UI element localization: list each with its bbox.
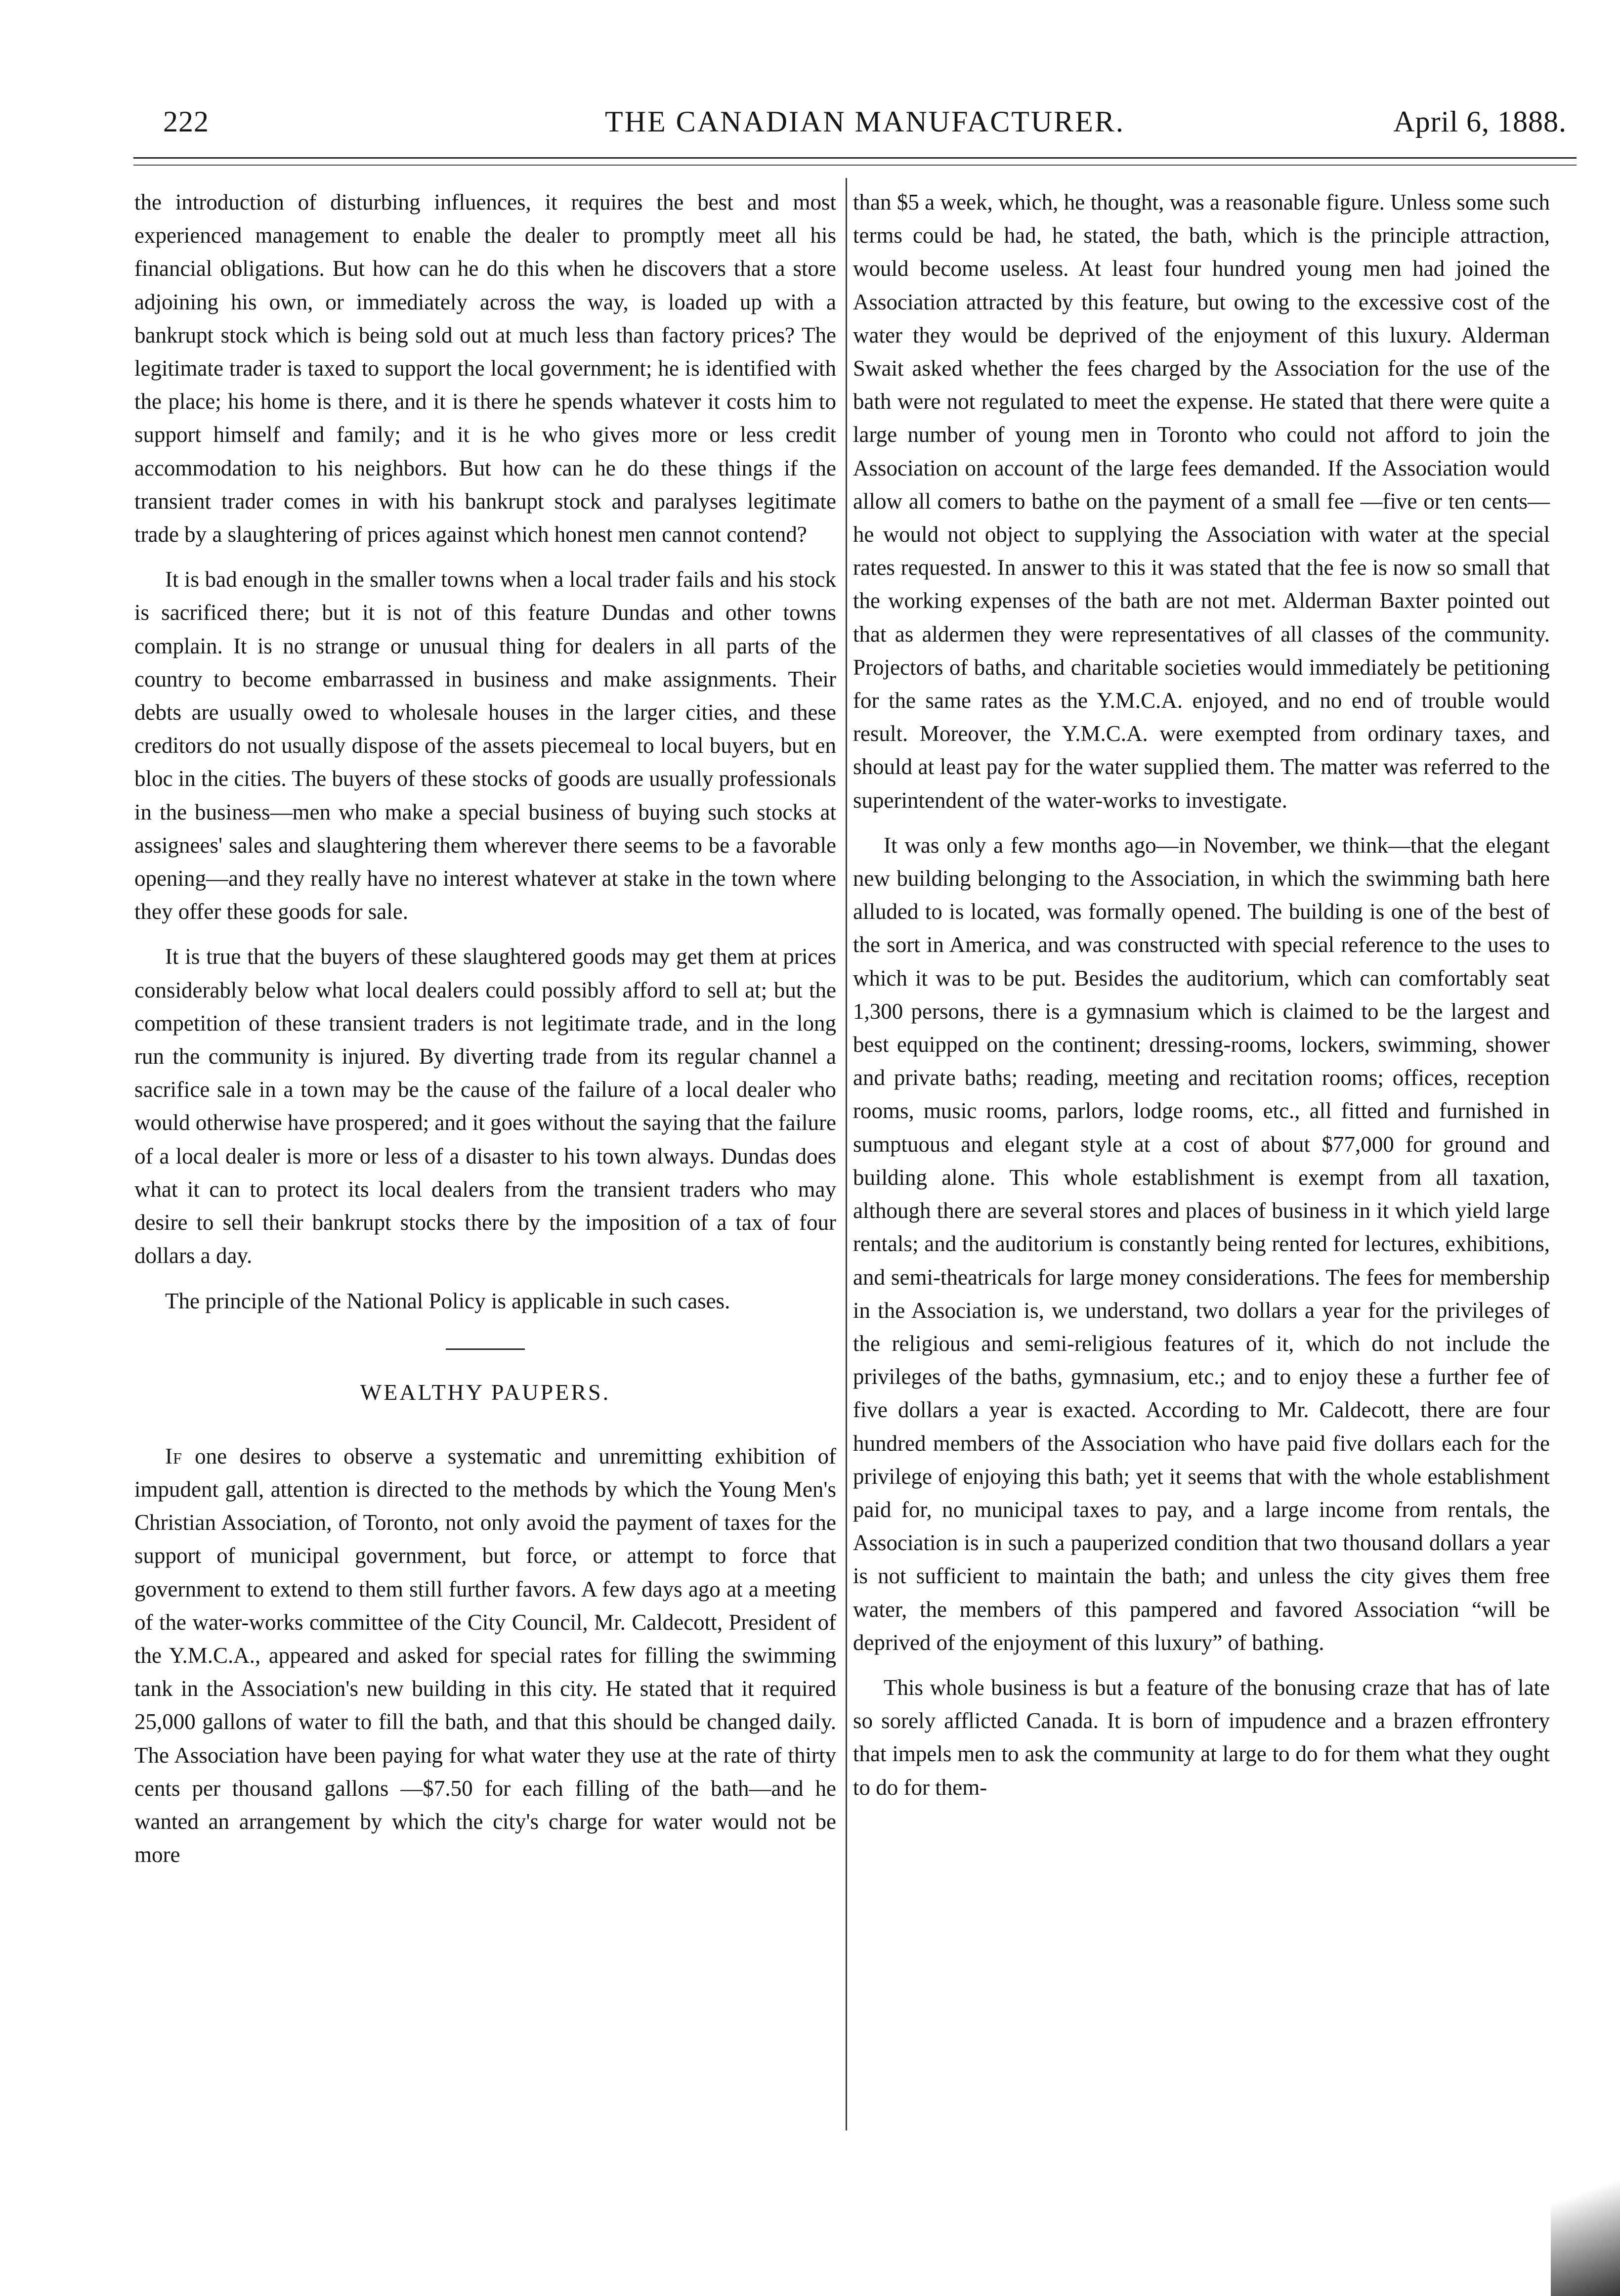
paragraph: than $5 a week, which, he thought, was a reasonable figure. Unless some such terms could be had, he stated, the bath, which is the principle attraction, would become useless. At least four hundred young men had joined the Association attracted by this feature, but owing to the excessive cost of the water they would be deprived of the enjoyment of this luxury. Alderman Swait asked whether the fees charged by the Association for the use of the bath were not regulated to meet the expense. He stated that there were quite a large number of young men in Toronto who could not afford to join the Association on account of the large fees demanded. If the Association would allow all comers to bathe on the payment of a small fee —five or ten cents—he would not object to supplying the Association with water at the special rates requested. In answer to this it was stated that the fee is now so small that the working expenses of the bath are not met. Alderman Baxter pointed out that as aldermen they were representatives of all classes of the community. Projectors of baths, and charitable societies would immediately be petitioning for the same rates as the Y.M.C.A. enjoyed, and no end of trouble would result. Moreover, the Y.M.C.A. were exempted from ordinary taxes, and should at least pay for the water supplied them. The matter was referred to the superintendent of the water-works to investigate. [853, 190, 1550, 813]
page-curl-shadow [1551, 2125, 1620, 2296]
article-lead-word: If [165, 1443, 182, 1469]
paragraph: It was only a few months ago—in November, we think—that the elegant new building belonging to the Association, in which the swimming bath here alluded to is located, was formally opened. The building is one of the best of the sort in America, and was constructed with special reference to the uses to which it was to be put. Besides the auditorium, which can comfortably seat 1,300 persons, there is a gymnasium which is claimed to be the largest and best equipped on the continent; dressing-rooms, lockers, swimming, shower and private baths; reading, meeting and recitation rooms; offices, reception rooms, music rooms, parlors, lodge rooms, etc., all fitted and furnished in sumptuous and elegant style at a cost of about $77,000 for ground and building alone. This whole establishment is exempt from all taxation, although there are several stores and places of business in it which yield large rentals; and the auditorium is constantly being rented for lectures, exhibitions, and semi-theatricals for large money considerations. The fees for membership in the Association is, we understand, two dollars a year for the privileges of the religious and semi-religious features of it, which do not include the privileges of the baths, gymnasium, etc.; and to enjoy these a further fee of five dollars a year is exacted. According to Mr. Caldecott, there are four hundred members of the Association who have paid five dollars each for the privilege of enjoying this bath; yet it seems that with the whole establishment paid for, no municipal taxes to pay, and a large income from rentals, the Association is in such a pauperized condition that two thousand dollars a year is not sufficient to maintain the bath; and unless the city gives them free water, the members of this pampered and favored Association “will be deprived of the enjoyment of this luxury” of bathing. [853, 832, 1550, 1655]
header-rule [133, 157, 1577, 166]
column-divider [846, 178, 847, 2130]
left-column [134, 186, 836, 1871]
section-divider [446, 1348, 525, 1350]
paragraph: the introduction of disturbing influences, it requires the best and most experienced management to enable the dealer to promptly meet all his financial obligations. But how can he do this when he discovers that a store adjoining his own, or immediately across the way, is loaded up with a bankrupt stock which is being sold out at much less than factory prices? The legitimate trader is taxed to support the local government; he is identified with the place; his home is there, and it is there he spends whatever it costs him to support himself and family; and it is he who gives more or less credit accommodation to his neighbors. But how can he do these things if the transient trader comes in with his bankrupt stock and paralyses legitimate trade by a slaughtering of prices against which honest men cannot contend? [134, 190, 836, 547]
paragraph: The principle of the National Policy is applicable in such cases. [165, 1288, 730, 1313]
right-column [853, 186, 1550, 1804]
paragraph: It is bad enough in the smaller towns when a local trader fails and his stock is sacrificed there; but it is not of this feature Dundas and other towns complain. It is no strange or unusual thing for dealers in all parts of the country to become embarrassed in business and make assignments. Their debts are usually owed to wholesale houses in the larger cities, and these creditors do not usually dispose of the assets piecemeal to local buyers, but en bloc in the cities. The buyers of these stocks of goods are usually professionals in the business—men who make a special business of buying such stocks at assignees' sales and slaughtering them wherever there seems to be a favorable opening—and they really have no interest whatever at stake in the town where they offer these goods for sale. [134, 567, 836, 924]
issue-date: April 6, 1888. [1393, 105, 1567, 138]
running-head [163, 105, 1567, 144]
page-number: 222 [163, 105, 209, 138]
article-first-paragraph-text: one desires to observe a systematic and unremitting exhibition of impudent gall, attention is directed to the methods by which the Young Men's Christian Association, of Toronto, not only avoid the payment of taxes for the support of municipal government, but force, or attempt to force that government to extend to them still further favors. A few days ago at a meeting of the water-works committee of the City Council, Mr. Caldecott, President of the Y.M.C.A., appeared and asked for special rates for filling the swimming tank in the Association's new building in this city. He stated that it required 25,000 gallons of water to fill the bath, and that this should be changed daily. The Association have been paying for what water they use at the rate of thirty cents per thousand gallons —$7.50 for each filling of the bath—and he wanted an arrangement by which the city's charge for water would not be more [134, 1443, 836, 1867]
article-headline: WEALTHY PAUPERS. [360, 1379, 611, 1405]
paragraph: This whole business is but a feature of the bonusing craze that has of late so sorely afflicted Canada. It is born of impudence and a brazen effrontery that impels men to ask the community at large to do for them what they ought to do for them- [853, 1675, 1550, 1800]
publication-title: THE CANADIAN MANUFACTURER. [605, 105, 1125, 138]
article-first-paragraph [134, 1440, 836, 1872]
paragraph: It is true that the buyers of these slaughtered goods may get them at prices considerably below what local dealers could possibly afford to sell at; but the competition of these transient traders is not legitimate trade, and in the long run the community is injured. By diverting trade from its regular channel a sacrifice sale in a town may be the cause of the failure of a local dealer who would otherwise have prospered; and it goes without the saying that the failure of a local dealer is more or less of a disaster to his town always. Dundas does what it can to protect its local dealers from the transient traders who may desire to sell their bankrupt stocks there by the imposition of a tax of four dollars a day. [134, 944, 836, 1268]
